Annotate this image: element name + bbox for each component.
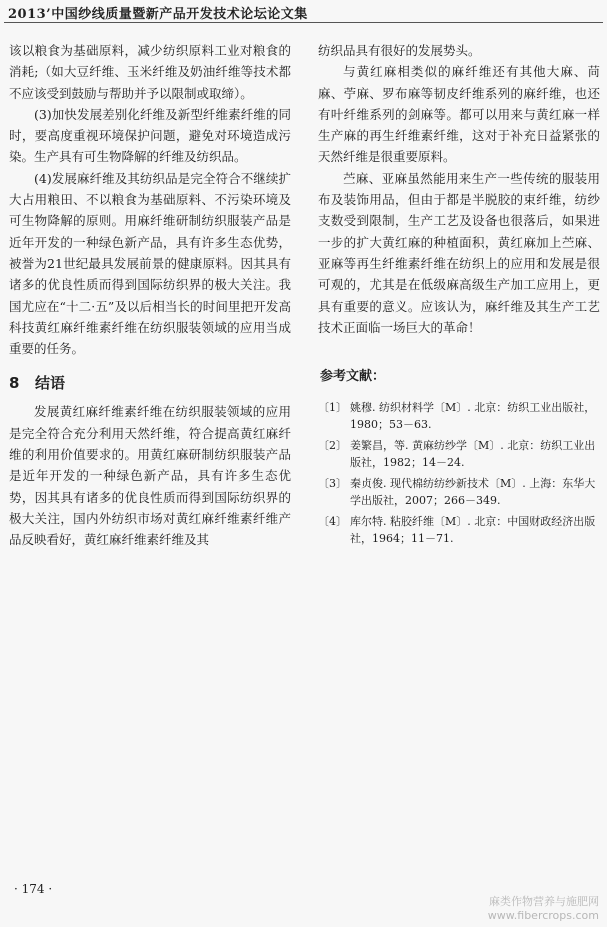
right-column: [318, 40, 600, 551]
reference-index: 〔4〕: [318, 515, 347, 529]
paragraph: 苎麻、亚麻虽然能用来生产一些传统的服装用布及装饰用品，但由于都是半脱胶的束纤维，纺纱支数受到限制，生产工艺及设备也很落后，如果进一步的扩大黄红麻的种植面积，黄红麻加上苎麻、亚麻等再生纤维素纤维在纺织上的应用和发展是很可观的，尤其是在低级麻高级生产加工应用上，更具有重要的意义。应该认为，麻纤维及其生产工艺技术正面临一场巨大的革命！: [318, 170, 600, 335]
reference-text: 库尔特. 粘胶纤维〔M〕. 北京：中国财政经济出版社，1964；11－71.: [350, 515, 596, 546]
paragraph: 发展黄红麻纤维素纤维在纺织服装领域的应用是完全符合充分利用天然纤维，符合提高黄红麻纤维的利用价值要求的。用黄红麻研制纺织服装产品是近年开发的一种绿色新产品，具有许多生态优势，因其具有诸多的优良性质而得到国际纺织界的极大关注，国内外纺织市场对黄红麻纤维素纤维产品反映看好，黄红麻纤维素纤维及其: [9, 404, 291, 548]
watermark: [488, 895, 599, 923]
reference-index: 〔1〕: [318, 401, 347, 415]
reference-index: 〔3〕: [318, 477, 347, 491]
reference-item: [318, 399, 600, 433]
reference-text: 秦贞俊. 现代棉纺纺纱新技术〔M〕. 上海：东华大学出版社，2007；266－349.: [350, 477, 596, 508]
page-number: · 174 ·: [14, 882, 53, 896]
reference-text: 姜繁昌，等. 黄麻纺纱学〔M〕. 北京：纺织工业出版社，1982；14－24.: [350, 439, 596, 470]
reference-item: [318, 475, 600, 509]
paragraph: (3)加快发展差别化纤维及新型纤维素纤维的同时，要高度重视环境保护问题，避免对环境造成污染。生产具有可生物降解的纤维及纺织品。: [9, 106, 291, 165]
left-column: [9, 40, 291, 551]
section-heading: [9, 373, 291, 393]
reference-list: [318, 399, 600, 547]
paragraph: 该以粮食为基础原料，减少纺织原料工业对粮食的消耗;（如大豆纤维、玉米纤维及奶油纤维等技术都不应该受到鼓励与帮助并予以限制或取缔）。: [9, 43, 291, 101]
section-title: 结语: [35, 374, 66, 393]
reference-text: 姚穆. 纺织材料学〔M〕. 北京：纺织工业出版社，1980；53－63.: [350, 401, 596, 432]
paragraph: 与黄红麻相类似的麻纤维还有其他大麻、苘麻、苧麻、罗布麻等韧皮纤维系列的麻纤维，也还有叶纤维系列的剑麻等。都可以用来与黄红麻一样生产麻的再生纤维素纤维，这对于补充日益紧张的天然纤维是很重要原料。: [318, 64, 600, 165]
paragraph: 纺织品具有很好的发展势头。: [318, 43, 481, 58]
watermark-url: www.fibercrops.com: [487, 909, 599, 922]
paragraph: (4)发展麻纤维及其纺织品是完全符合不继续扩大占用粮田、不以粮食为基础原料、不污染环境及可生物降解的原则。用麻纤维研制纺织服装产品是近年开发的一种绿色新产品，具有许多生态优势，被誉为21世纪最具发展前景的健康原料。因其具有诸多的优良性质而得到国际纺织界的极大关注。我国尤应在“十二·五”及以后相当长的时间里把开发高科技黄红麻纤维素纤维在纺织服装领域的应用当成重要的任务。: [9, 170, 291, 357]
reference-item: [318, 513, 600, 547]
section-number: 8: [9, 374, 20, 393]
reference-index: 〔2〕: [318, 439, 347, 453]
watermark-line: 麻类作物营养与施肥网: [489, 895, 599, 908]
running-head: 2013’中国纱线质量暨新产品开发技术论坛论文集: [8, 7, 308, 22]
references-heading: 参考文献：: [320, 369, 386, 385]
header-rule: [4, 22, 603, 23]
reference-item: [318, 437, 600, 471]
